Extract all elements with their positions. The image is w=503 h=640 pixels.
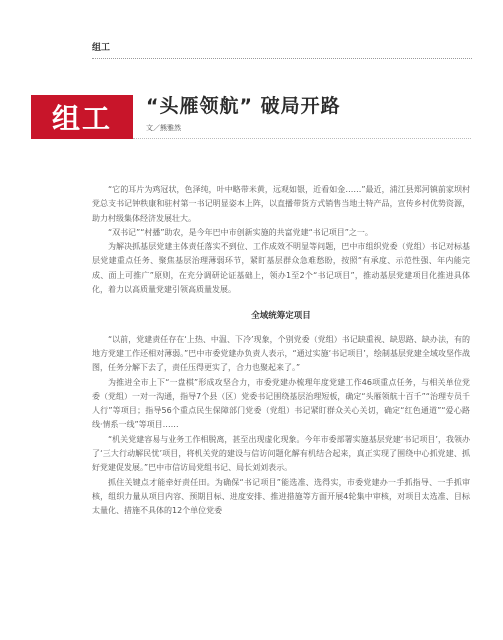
paragraph: “机关党建容易与业务工作相脱离，甚至出现虚化现象。今年市委部署实施基层党建‘书记项目’，我领办了‘三大行动解民忧’项目，将机关党的建设与信访问题化解有机结合起来，真正实现了围绕中心抓党建、抓好党建促发展。”巴中市信访局党组书记、局长刘刘表示。 [92, 434, 470, 473]
header-divider [92, 58, 472, 59]
paragraph: “双书记”“村播”助农，是今年巴中市创新实施的共富党建“书记项目”之一。 [108, 227, 373, 237]
article-body [92, 183, 470, 519]
paragraph: “它的耳片为鸡冠状，色泽纯，叶中略带米黄，远观如银，近看如金……”最近，浦江县郑河镇前家坝村党总支书记钟秩康和驻村第一书记明显姿本上阵，以直播带货方式销售当地土特产品，宣传乡村优势资源，助力村级集体经济发展壮大。 [92, 185, 470, 223]
paragraph: “以前，党建责任存在‘上热、中温、下冷’现象，个别党委（党组）书记缺重视、缺思路、缺办法，有的地方党建工作还相对薄弱。”巴中市委党建办负责人表示，“通过实施‘书记项目’，绘制基层党建全域攻坚作战图，任务分解下去了，责任压得更实了，合力也聚起来了。” [92, 334, 470, 373]
paragraph: 为解决抓基层党建主体责任落实不到位、工作成效不明显等问题，巴中市组织党委（党组）书记对标基层党建重点任务、聚焦基层治理薄弱环节，紧盯基层群众急难愁盼，按照“有承度、示范性强、年内能完成、面上可推广”原则，在充分调研论证基础上，领办1至2个“书记项目”，推动基层党建项目化推进具体化，着力以高质量党建引领高质量发展。 [92, 242, 470, 295]
paragraph: 抓住关键点才能牵好责任田。为确保“书记项目”能选准、选得实，市委党建办一手抓指导、一手抓审核，组织力量从项目内容、预期目标、进度安排、推进措施等方面开展4轮集中审核，对项目太选准、目标太量化、措施不具体的12个单位党委 [92, 477, 470, 516]
paragraph: 为推进全市上下“一盘棋”形成攻坚合力，市委党建办梳理年度党建工作46项重点任务，与相关单位党委（党组）一对一沟通，指导7个县（区）党委书记围绕基层治理短板，确定“头雁领航十百千”“治理专员千人行”等项目；指导56个重点民生保障部门党委（党组）书记紧盯群众关心关切，确定“红色通道”“爱心路线·情系一线”等项目…… [92, 377, 470, 430]
section-header-label: 组工 [92, 43, 111, 53]
section-badge: 组工 [31, 95, 133, 139]
title-divider [133, 138, 471, 139]
article-title: “头雁领航” 破局开路 [146, 95, 341, 117]
article-byline: 文／熊雅然 [146, 124, 181, 132]
section-subheading: 全域统筹定项目 [251, 311, 311, 322]
